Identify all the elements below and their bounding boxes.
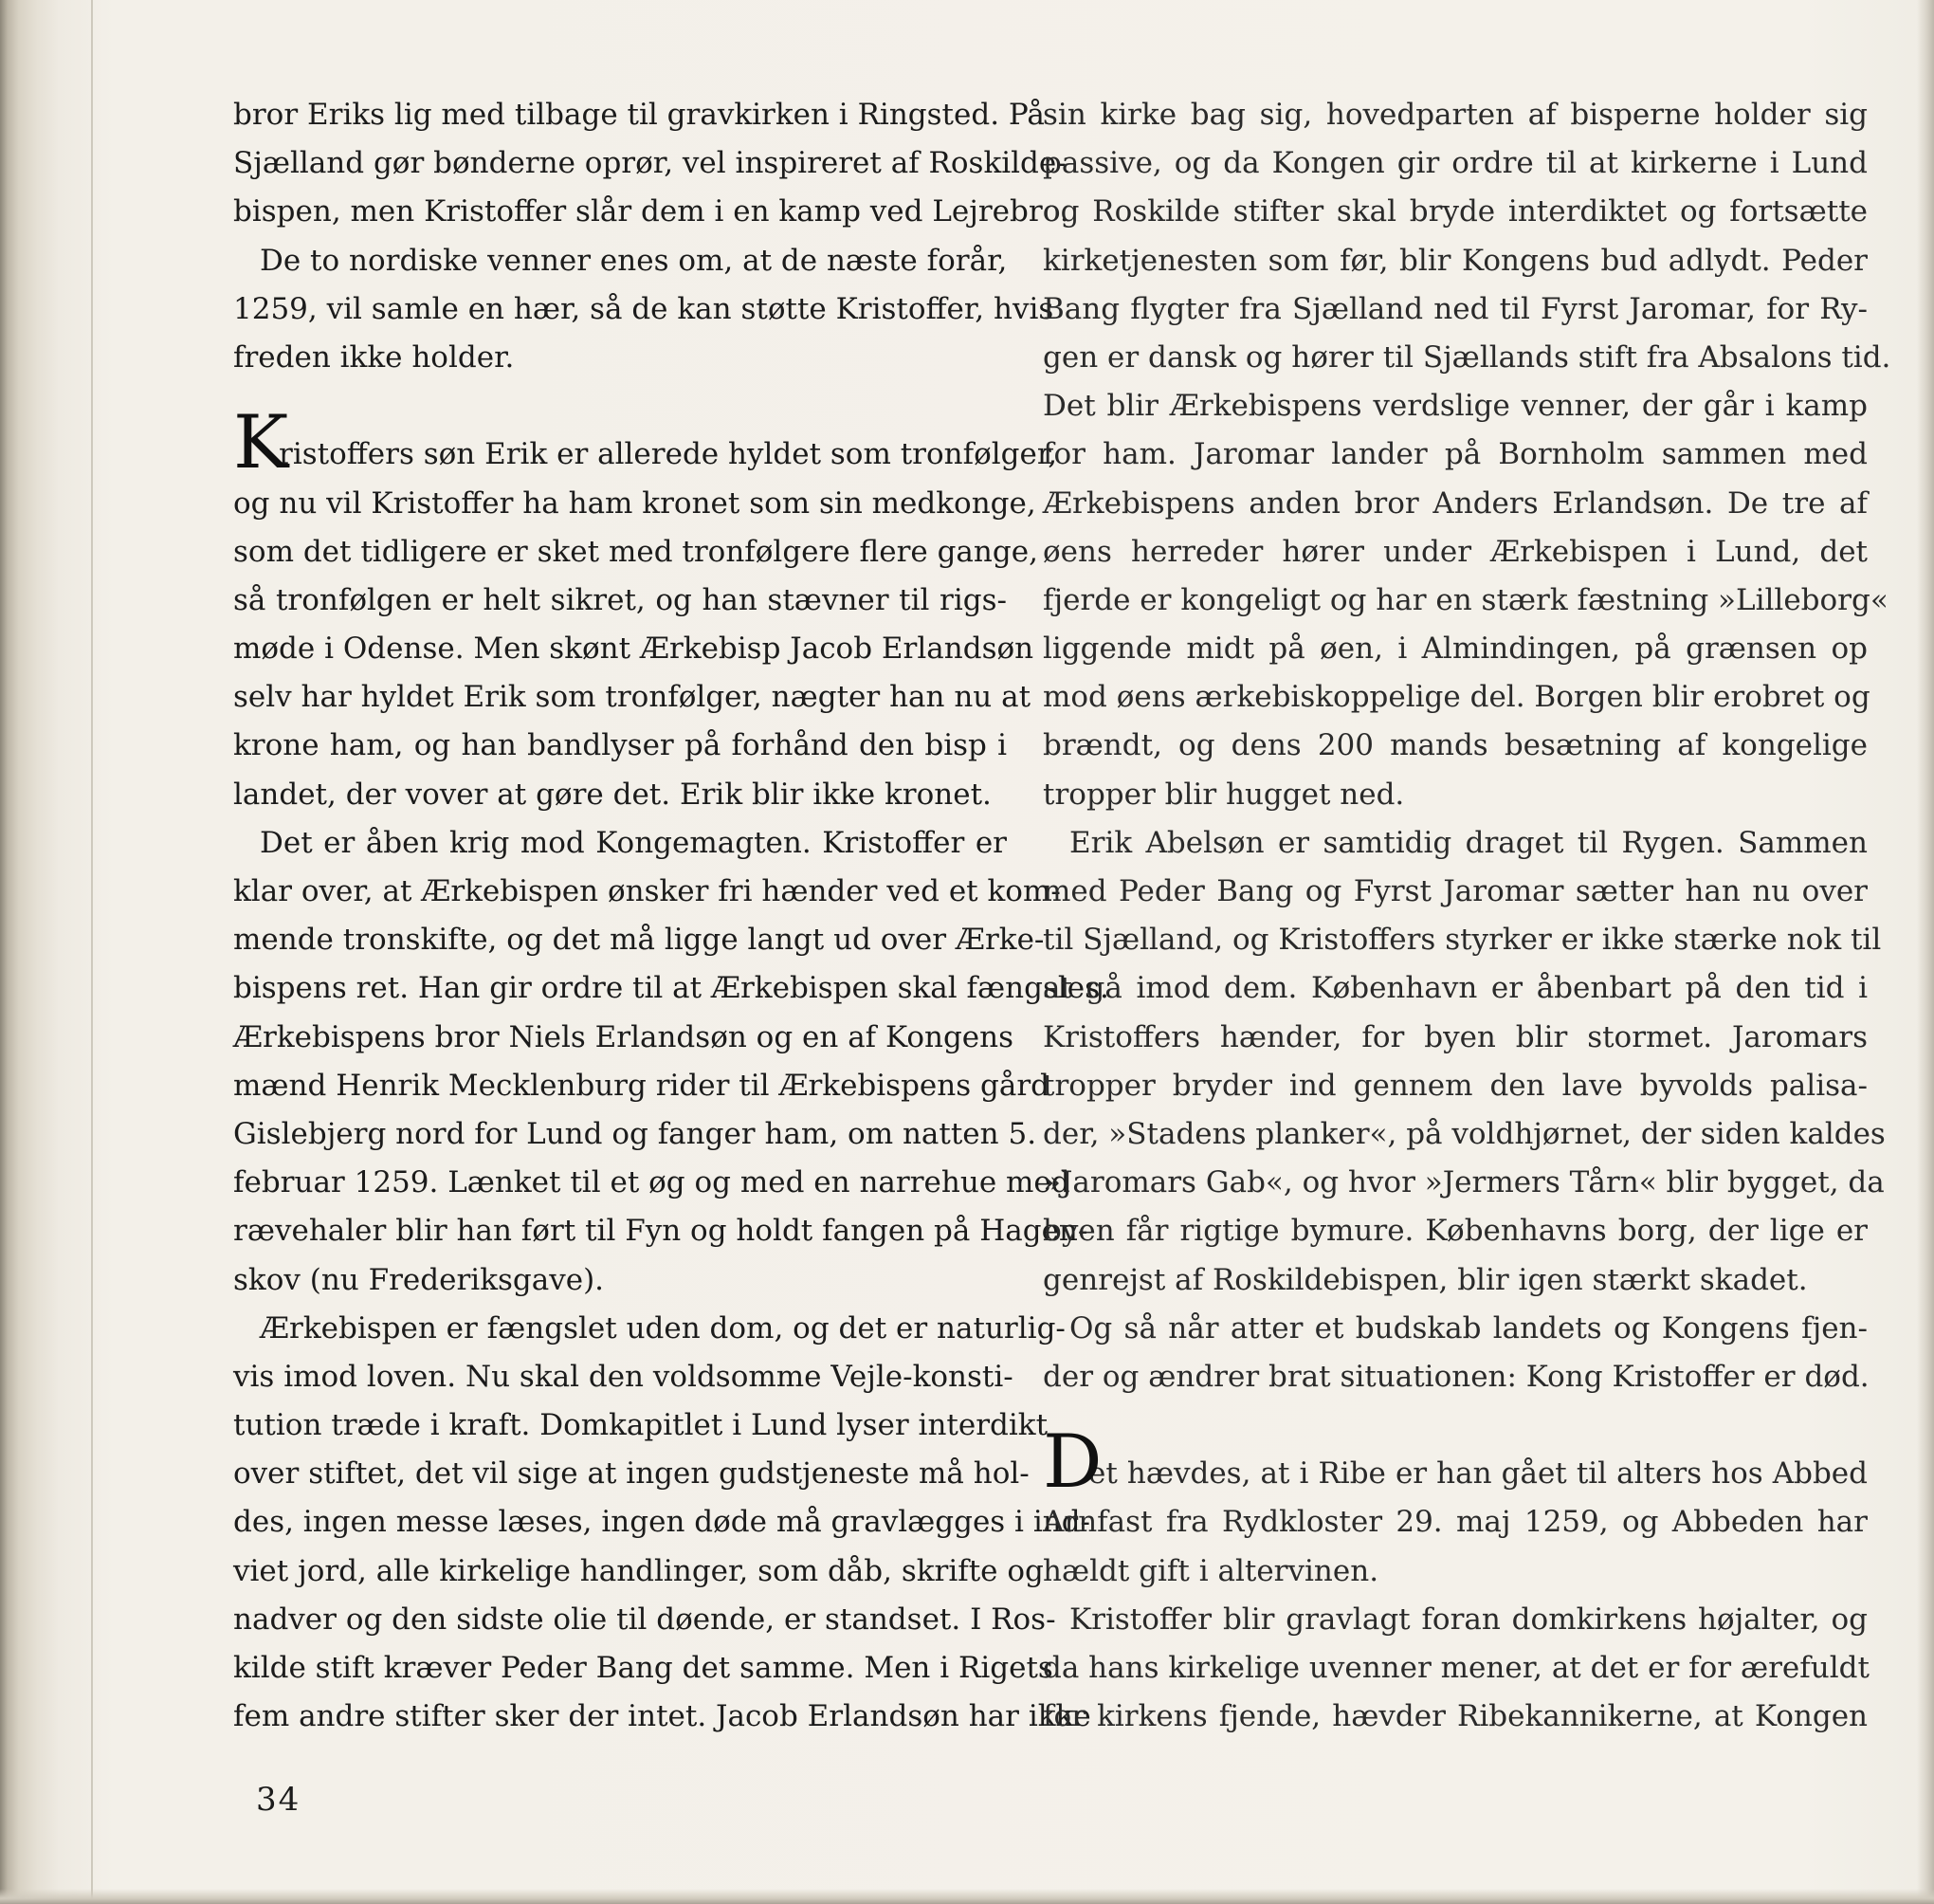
left-text-line: kilde stift kræver Peder Bang det samme. Men i Rigets bbox=[233, 1651, 1053, 1685]
left-text-line: som det tidligere er sket med tronfølgere flere gange, bbox=[233, 534, 1038, 569]
left-text-line: bror Eriks lig med tilbage til gravkirken i Ringsted. På bbox=[233, 98, 1045, 132]
right-text-line: tropper blir hugget ned. bbox=[1043, 777, 1405, 812]
right-text-line: og Roskilde stifter skal bryde interdiktet og fortsætte bbox=[1043, 194, 1868, 229]
right-drop-cap: D bbox=[1043, 1419, 1103, 1506]
left-text-line: møde i Odense. Men skønt Ærkebisp Jacob Erlandsøn bbox=[233, 632, 1034, 667]
left-text-line: mænd Henrik Mecklenburg rider til Ærkebispens gård bbox=[233, 1068, 1049, 1103]
right-text-line: tropper bryder ind gennem den lave byvolds palisa- bbox=[1043, 1068, 1868, 1103]
left-text-line: tution træde i kraft. Domkapitlet i Lund lyser interdikt bbox=[233, 1408, 1049, 1443]
page-bottom-edge bbox=[0, 1889, 1934, 1904]
right-text-line: at gå imod dem. København er åbenbart på den tid i bbox=[1043, 971, 1868, 1006]
left-text-line: freden ikke holder. bbox=[233, 339, 515, 375]
right-text-line: øens herreder hører under Ærkebispen i Lund, det bbox=[1043, 534, 1868, 569]
right-text-line: Arnfast fra Rydkloster 29. maj 1259, og Abbeden har bbox=[1043, 1505, 1868, 1540]
binding-shadow bbox=[0, 0, 59, 1904]
right-text-line: byen får rigtige bymure. Københavns borg, der lige er bbox=[1043, 1214, 1868, 1249]
right-text-line: liggende midt på øen, i Almindingen, på grænsen op bbox=[1043, 632, 1868, 667]
left-text-line: og nu vil Kristoffer ha ham kronet som sin medkonge, bbox=[233, 485, 1036, 521]
right-text-line: mod øens ærkebiskoppelige del. Borgen blir erobret og bbox=[1043, 680, 1870, 715]
right-text-line: der, »Stadens planker«, på voldhjørnet, der siden kaldes bbox=[1043, 1116, 1886, 1151]
right-text-line bbox=[1043, 1419, 1868, 1506]
left-text-line: De to nordiske venner enes om, at de næste forår, bbox=[260, 243, 1008, 278]
left-text-line: krone ham, og han bandlyser på forhånd den bisp i bbox=[233, 728, 1007, 763]
right-text-line: passive, og da Kongen gir ordre til at kirkerne i Lund bbox=[1043, 146, 1868, 181]
left-text-line: landet, der vover at gøre det. Erik blir ikke kronet. bbox=[233, 777, 992, 812]
right-drop-line-text: et hævdes, at i Ribe er han gået til alters hos Abbed bbox=[1088, 1456, 1868, 1492]
right-text-line: da hans kirkelige uvenner mener, at det er for ærefuldt bbox=[1043, 1651, 1870, 1685]
right-text-line: genrejst af Roskildebispen, blir igen stærkt skadet. bbox=[1043, 1262, 1808, 1297]
page-right-edge bbox=[1917, 0, 1934, 1904]
right-text-line: til Sjælland, og Kristoffers styrker er ikke stærke nok til bbox=[1043, 923, 1882, 958]
left-text-line: bispen, men Kristoffer slår dem i en kamp ved Lejrebro. bbox=[233, 194, 1069, 229]
binding-crease bbox=[91, 0, 93, 1904]
right-text-line: Erik Abelsøn er samtidig draget til Rygen. Sammen bbox=[1069, 825, 1868, 860]
right-text-line: sin kirke bag sig, hovedparten af bisperne holder sig bbox=[1043, 98, 1868, 132]
left-text-line: fem andre stifter sker der intet. Jacob Erlandsøn har ikke bbox=[233, 1699, 1091, 1734]
right-text-line: Og så når atter et budskab landets og Kongens fjen- bbox=[1069, 1310, 1868, 1346]
left-text-line: over stiftet, det vil sige at ingen gudstjeneste må hol- bbox=[233, 1456, 1030, 1492]
right-text-line: kirketjenesten som før, blir Kongens bud adlydt. Peder bbox=[1043, 243, 1868, 278]
left-text-line: bispens ret. Han gir ordre til at Ærkebispen skal fængsles. bbox=[233, 971, 1109, 1006]
left-text-line: rævehaler blir han ført til Fyn og holdt fangen på Hagen- bbox=[233, 1214, 1088, 1249]
left-text-column bbox=[233, 91, 1109, 1741]
left-text-line bbox=[233, 400, 1058, 486]
left-section-gap bbox=[233, 382, 1007, 430]
right-section-gap bbox=[1043, 1401, 1868, 1450]
right-text-line: for kirkens fjende, hævder Ribekannikerne, at Kongen bbox=[1043, 1699, 1868, 1734]
left-text-line: vis imod loven. Nu skal den voldsomme Vejle-konsti- bbox=[233, 1359, 1013, 1394]
left-text-line: Ærkebispens bror Niels Erlandsøn og en af Kongens bbox=[233, 1019, 1014, 1054]
right-text-column bbox=[1043, 91, 1891, 1741]
right-text-line: »Jaromars Gab«, og hvor »Jermers Tårn« blir bygget, da bbox=[1043, 1165, 1885, 1200]
left-drop-cap: K bbox=[233, 400, 289, 486]
left-text-line: Det er åben krig mod Kongemagten. Kristoffer er bbox=[260, 825, 1007, 860]
right-text-line: med Peder Bang og Fyrst Jaromar sætter han nu over bbox=[1043, 874, 1868, 908]
left-text-line: Ærkebispen er fængslet uden dom, og det er naturlig- bbox=[260, 1310, 1066, 1346]
left-text-line: februar 1259. Lænket til et øg og med en narrehue med bbox=[233, 1165, 1070, 1200]
right-text-line: hældt gift i altervinen. bbox=[1043, 1553, 1379, 1588]
left-text-line: selv har hyldet Erik som tronfølger, nægter han nu at bbox=[233, 680, 1031, 715]
right-text-line: Bang flygter fra Sjælland ned til Fyrst Jaromar, for Ry- bbox=[1043, 291, 1868, 326]
left-text-line: nadver og den sidste olie til døende, er standset. I Ros- bbox=[233, 1602, 1056, 1637]
right-text-line: fjerde er kongeligt og har en stærk fæstning »Lilleborg« bbox=[1043, 582, 1888, 617]
left-text-line: des, ingen messe læses, ingen døde må gravlægges i ind- bbox=[233, 1505, 1091, 1540]
right-text-line: for ham. Jaromar lander på Bornholm sammen med bbox=[1043, 437, 1868, 472]
left-text-line: så tronfølgen er helt sikret, og han stævner til rigs- bbox=[233, 582, 1007, 617]
page-number: 34 bbox=[256, 1781, 301, 1819]
right-text-line: Kristoffer blir gravlagt foran domkirkens højalter, og bbox=[1069, 1602, 1868, 1637]
left-text-line: Gislebjerg nord for Lund og fanger ham, om natten 5. bbox=[233, 1116, 1037, 1151]
left-text-line: mende tronskifte, og det må ligge langt ud over Ærke- bbox=[233, 923, 1045, 958]
left-text-line: viet jord, alle kirkelige handlinger, som dåb, skrifte og bbox=[233, 1553, 1044, 1588]
right-text-line: der og ændrer brat situationen: Kong Kristoffer er død. bbox=[1043, 1359, 1870, 1394]
right-text-line: Det blir Ærkebispens verdslige venner, der går i kamp bbox=[1043, 389, 1868, 424]
left-text-line: skov (nu Frederiksgave). bbox=[233, 1262, 605, 1297]
right-text-line: gen er dansk og hører til Sjællands stift fra Absalons tid. bbox=[1043, 339, 1891, 375]
left-text-line: klar over, at Ærkebispen ønsker fri hænder ved et kom- bbox=[233, 874, 1061, 908]
left-text-line: 1259, vil samle en hær, så de kan støtte Kristoffer, hvis bbox=[233, 291, 1054, 326]
right-text-line: Kristoffers hænder, for byen blir stormet. Jaromars bbox=[1043, 1019, 1868, 1054]
left-drop-line-text: ristoffers søn Erik er allerede hyldet som tronfølger, bbox=[279, 437, 1058, 472]
right-text-line: brændt, og dens 200 mands besætning af kongelige bbox=[1043, 728, 1868, 763]
right-text-line: Ærkebispens anden bror Anders Erlandsøn. De tre af bbox=[1043, 485, 1868, 521]
left-text-line: Sjælland gør bønderne oprør, vel inspireret af Roskilde- bbox=[233, 146, 1067, 181]
